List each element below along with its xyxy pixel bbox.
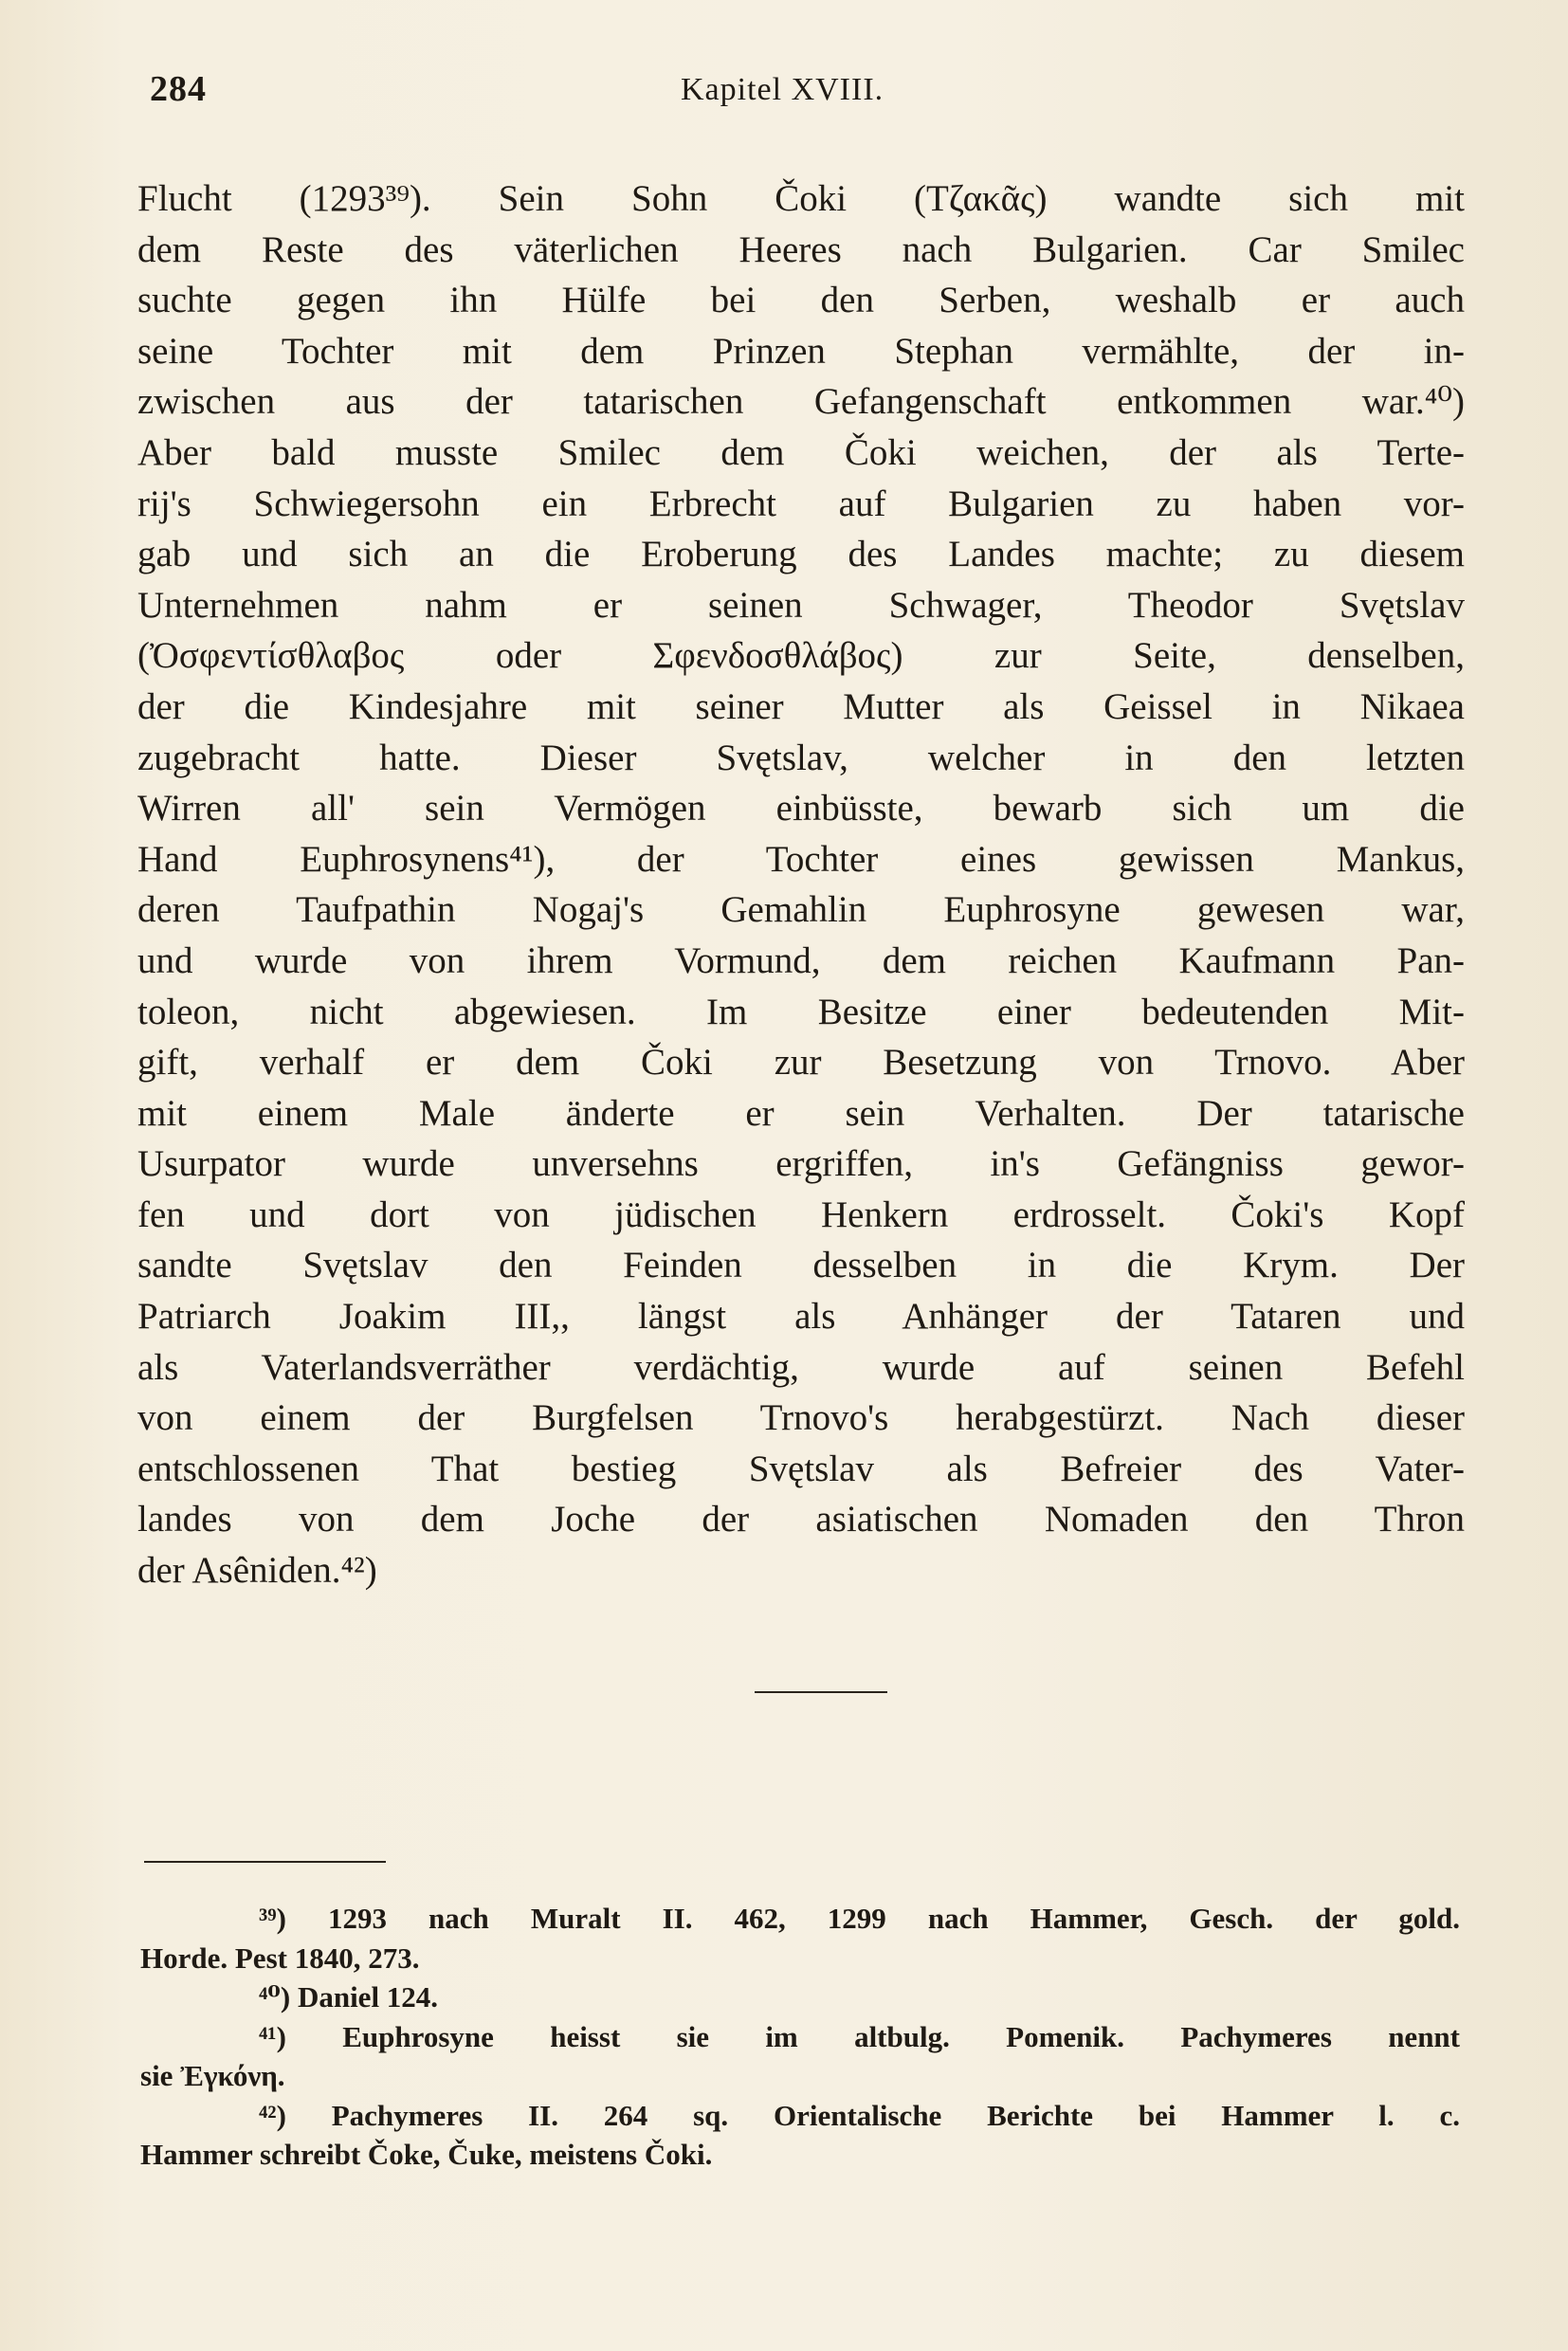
body-line: Wirren all' sein Vermögen einbüsste, bewarb sich um die [137, 788, 1465, 829]
body-line: von einem der Burgfelsen Trnovo's herabgestürzt. Nach dieser [137, 1397, 1465, 1439]
body-line: zugebracht hatte. Dieser Svętslav, welcher in den letzten [137, 737, 1465, 778]
body-line: gab und sich an die Eroberung des Landes machte; zu diesem [137, 534, 1465, 575]
body-line: Flucht (1293³⁹). Sein Sohn Čoki (Τζακᾶς) wandte sich mit [137, 178, 1465, 219]
body-line: deren Taufpathin Nogaj's Gemahlin Euphrosyne gewesen war, [137, 889, 1465, 931]
body-line: toleon, nicht abgewiesen. Im Besitze einer bedeutenden Mit- [137, 991, 1465, 1032]
body-line: mit einem Male änderte er sein Verhalten. Der tatarische [137, 1092, 1465, 1134]
body-line: sandte Svętslav den Feinden desselben in die Krym. Der [137, 1245, 1465, 1286]
body-line: seine Tochter mit dem Prinzen Stephan vermählte, der in- [137, 330, 1465, 372]
body-line: gift, verhalf er dem Čoki zur Besetzung von Trnovo. Aber [137, 1042, 1465, 1084]
footnote-line: ³⁹) 1293 nach Muralt II. 462, 1299 nach Hammer, Gesch. der gold. [259, 1902, 1460, 1935]
footnote-line: Hammer schreibt Čoke, Čuke, meistens Čoki. [140, 2138, 713, 2171]
footnote-line: sie Ἐγκόνη. [140, 2059, 285, 2092]
footnotes [140, 1899, 1460, 2175]
body-line: zwischen aus der tatarischen Gefangenschaft entkommen war.⁴⁰) [137, 381, 1465, 423]
body-line: landes von dem Joche der asiatischen Nomaden den Thron [137, 1499, 1465, 1540]
running-head: Kapitel XVIII. [681, 72, 884, 107]
footnote-line: Horde. Pest 1840, 273. [140, 1941, 420, 1975]
body-line: entschlossenen That bestieg Svętslav als Befreier des Vater- [137, 1448, 1465, 1489]
footnote-line: ⁴¹) Euphrosyne heisst sie im altbulg. Pomenik. Pachymeres nennt [259, 2019, 1460, 2053]
body-line: Unternehmen nahm er seinen Schwager, Theodor Svętslav [137, 584, 1465, 626]
footnote-divider [144, 1861, 386, 1863]
page-number: 284 [150, 69, 207, 109]
body-text [137, 173, 1465, 1596]
body-line: der Asêniden.⁴²) [137, 1550, 377, 1592]
body-line: Aber bald musste Smilec dem Čoki weichen, der als Terte- [137, 431, 1465, 473]
body-line: fen und dort von jüdischen Henkern erdrosselt. Čoki's Kopf [137, 1194, 1465, 1235]
footnote-line: ⁴⁰) Daniel 124. [259, 1980, 439, 2014]
body-line: suchte gegen ihn Hülfe bei den Serben, weshalb er auch [137, 280, 1465, 321]
footnote-line: ⁴²) Pachymeres II. 264 sq. Orientalische Berichte bei Hammer l. c. [259, 2098, 1460, 2132]
page-header [150, 68, 1458, 125]
body-line: und wurde von ihrem Vormund, dem reichen Kaufmann Pan- [137, 939, 1465, 981]
body-line: rij's Schwiegersohn ein Erbrecht auf Bulgarien zu haben vor- [137, 483, 1465, 524]
body-line: Patriarch Joakim III,, längst als Anhänger der Tataren und [137, 1296, 1465, 1338]
body-line: als Vaterlandsverräther verdächtig, wurde auf seinen Befehl [137, 1346, 1465, 1388]
section-divider [755, 1691, 887, 1693]
body-line: der die Kindesjahre mit seiner Mutter als Geissel in Nikaea [137, 685, 1465, 727]
body-line: (Ὀσφεντίσθλαβος oder Σφενδοσθλάβος) zur Seite, denselben, [137, 635, 1465, 677]
body-line: Hand Euphrosynens⁴¹), der Tochter eines gewissen Mankus, [137, 838, 1465, 880]
body-line: dem Reste des väterlichen Heeres nach Bulgarien. Car Smilec [137, 228, 1465, 270]
body-line: Usurpator wurde unversehns ergriffen, in's Gefängniss gewor- [137, 1143, 1465, 1185]
